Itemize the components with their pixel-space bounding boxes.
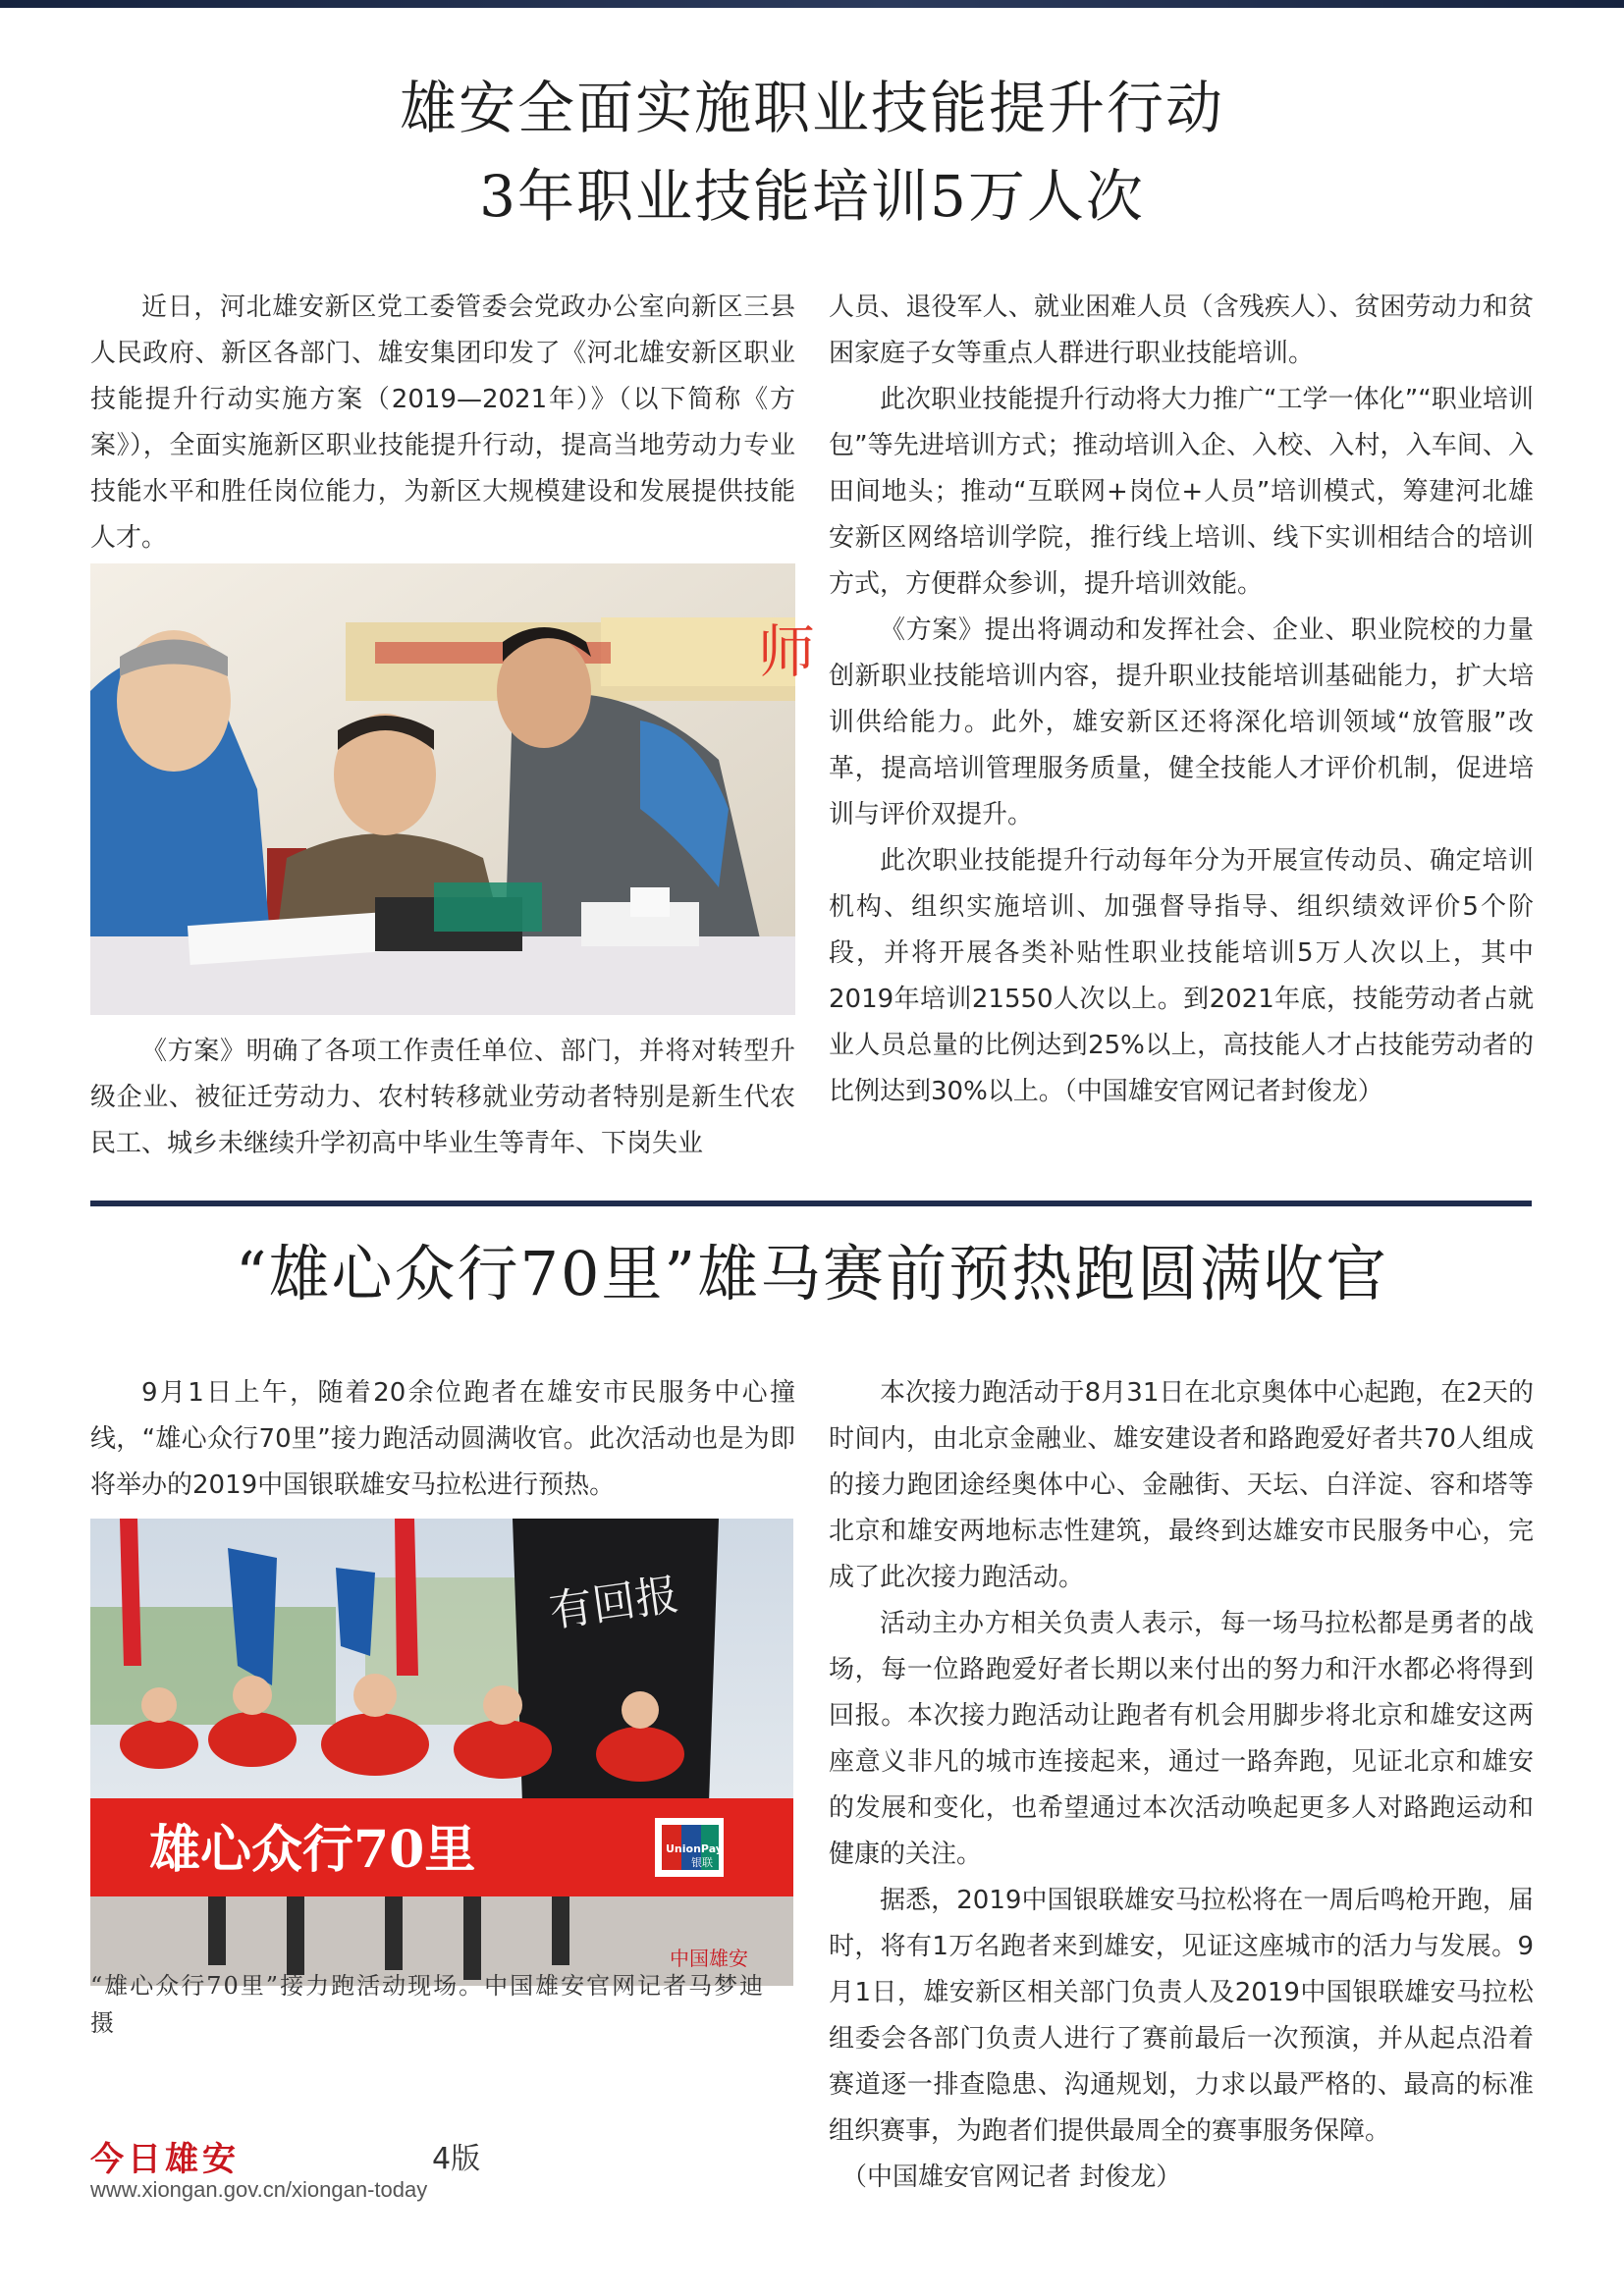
article2-photo — [90, 1519, 793, 1986]
article1-paragraph: 《方案》提出将调动和发挥社会、企业、职业院校的力量创新职业技能培训内容，提升职业技能培训基础能力，扩大培训供给能力。此外，雄安新区还将深化培训领域“放管服”改革，提高培训管理服务质量，健全技能人才评价机制，促进培训与评价双提升。 — [829, 615, 1534, 829]
article1-right-column — [829, 285, 1534, 1115]
article1-left-column-top — [90, 285, 795, 561]
article1-paragraph: 近日，河北雄安新区党工委管委会党政办公室向新区三县人民政府、新区各部门、雄安集团印发了《河北雄安新区职业技能提升行动实施方案（2019—2021年）》（以下简称《方案》），全面实施新区职业技能提升行动，提高当地劳动力专业技能水平和胜任岗位能力，为新区大规模建设和发展提供技能人才。 — [90, 293, 795, 553]
unionpay-logo-text: UnionPay — [666, 1842, 723, 1855]
article2-left-column — [90, 1370, 795, 1509]
article2-paragraph: 活动主办方相关负责人表示，每一场马拉松都是勇者的战场，每一位路跑爱好者长期以来付出的努力和汗水都必将得到回报。本次接力跑活动让跑者有机会用脚步将北京和雄安这两座意义非凡的城市连接起来，通过一路奔跑，见证北京和雄安的发展和变化，也希望通过本次活动唤起更多人对路跑运动和健康的关注。 — [829, 1609, 1534, 1869]
article1-paragraph: 此次职业技能提升行动将大力推广“工学一体化”“职业培训包”等先进培训方式；推动培训入企、入校、入村，入车间、入田间地头；推动“互联网+岗位+人员”培训模式，筹建河北雄安新区网络培训学院，推行线上培训、线下实训相结合的培训方式，方便群众参训，提升培训效能。 — [829, 385, 1534, 599]
top-accent-bar — [0, 0, 1624, 8]
article2-title: “雄心众行70里”雄马赛前预热跑圆满收官 — [235, 1238, 1389, 1309]
flag-text: 有回报 — [546, 1570, 682, 1637]
article1-paragraph: 人员、退役军人、就业困难人员（含残疾人）、贫困劳动力和贫困家庭子女等重点人群进行职业技能培训。 — [829, 293, 1534, 368]
relay-run-photo-illustration — [90, 1519, 793, 1986]
article2-paragraph: 据悉，2019中国银联雄安马拉松将在一周后鸣枪开跑，届时，将有1万名跑者来到雄安，见证这座城市的活力与发展。9月1日，雄安新区相关部门负责人及2019中国银联雄安马拉松组委会各部门负责人进行了赛前最后一次预演，并从起点沿着赛道逐一排查隐患、沟通规划，力求以最严格的、最高的标准组织赛事，为跑者们提供最周全的赛事服务保障。 — [829, 1886, 1534, 2146]
photo-caption: “雄心众行70里”接力跑活动现场。中国雄安官网记者马梦迪 摄 — [90, 1972, 766, 2037]
article2-paragraph: 本次接力跑活动于8月31日在北京奥体中心起跑，在2天的时间内，由北京金融业、雄安建设者和路跑爱好者共70人组成的接力跑团途经奥体中心、金融街、天坛、白洋淀、容和塔等北京和雄安两地标志性建筑，最终到达雄安市民服务中心，完成了此次接力跑活动。 — [829, 1378, 1534, 1592]
training-photo-illustration — [90, 563, 816, 1015]
banner-text: 雄心众行70里 — [149, 1820, 476, 1880]
article2-paragraph: 9月1日上午，随着20余位跑者在雄安市民服务中心撞线，“雄心众行70里”接力跑活动圆满收官。此次活动也是为即将举办的2019中国银联雄安马拉松进行预热。 — [90, 1378, 795, 1500]
article1-title-line2: 3年职业技能培训5万人次 — [479, 163, 1145, 230]
section-divider — [90, 1201, 1532, 1206]
article1-photo — [90, 563, 816, 1015]
article2-right-column — [829, 1370, 1534, 2201]
banner-text: 师 — [758, 618, 816, 685]
publication-logo: 今日雄安 — [90, 2140, 240, 2179]
article1-paragraph: 此次职业技能提升行动每年分为开展宣传动员、确定培训机构、组织实施培训、加强督导指导、组织绩效评价5个阶段，并将开展各类补贴性职业技能培训5万人次以上，其中2019年培训21550人次以上。到2021年底，技能劳动者占就业人员总量的比例达到25%以上，高技能人才占技能劳动者的比例达到30%以上。（中国雄安官网记者封俊龙） — [829, 846, 1534, 1106]
watermark-text: 中国雄安 — [670, 1947, 748, 1970]
article2-byline: （中国雄安官网记者 封俊龙） — [841, 2163, 1182, 2192]
page-number: 4版 — [432, 2142, 481, 2176]
footer-url-link[interactable]: www.xiongan.gov.cn/xiongan-today — [90, 2177, 428, 2202]
article1-paragraph: 《方案》明确了各项工作责任单位、部门，并将对转型升级企业、被征迁劳动力、农村转移就业劳动者特别是新生代农民工、城乡未继续升学初高中毕业生等青年、下岗失业 — [90, 1037, 795, 1158]
article1-left-column-bottom — [90, 1029, 795, 1167]
unionpay-logo-text-cn: 银联 — [691, 1856, 713, 1869]
article1-title-line1: 雄安全面实施职业技能提升行动 — [399, 75, 1224, 141]
